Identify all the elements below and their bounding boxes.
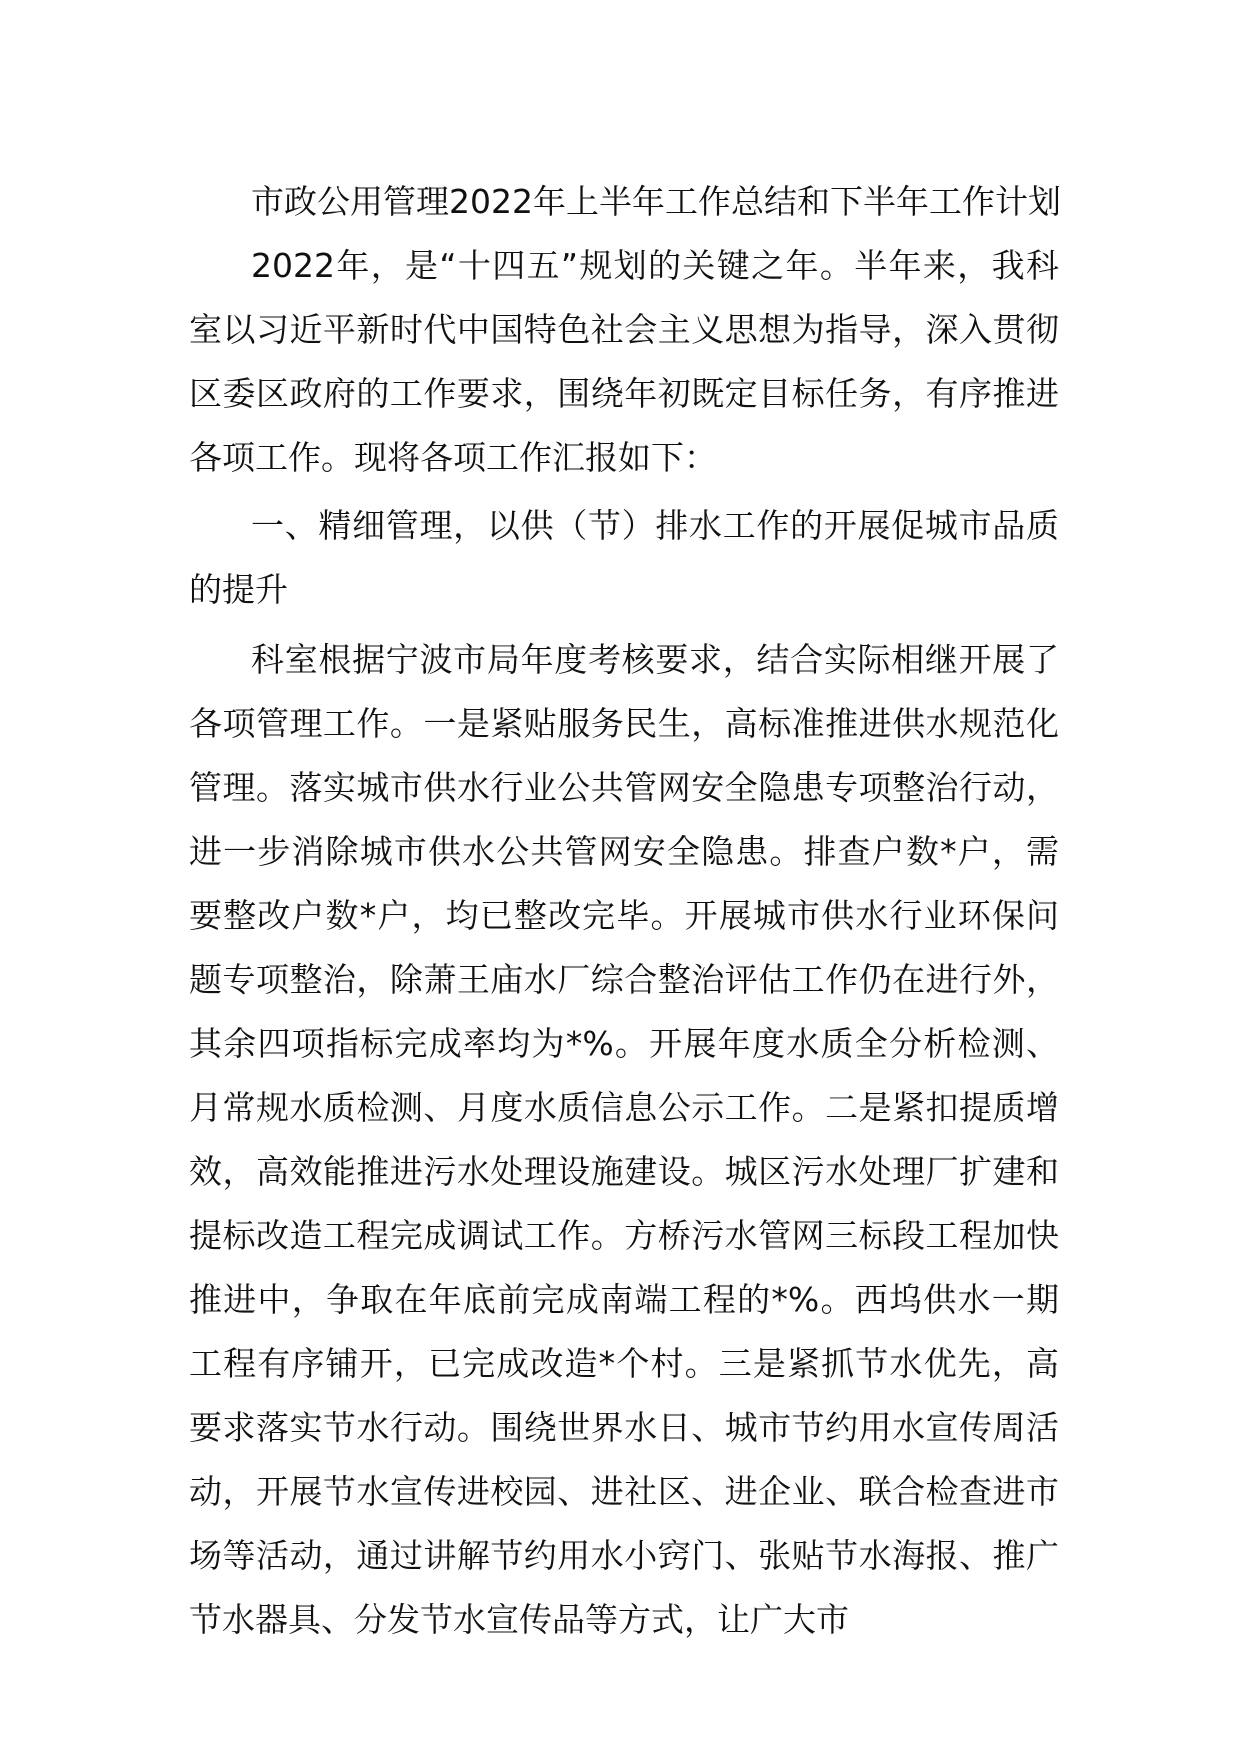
document-title: 市政公用管理2022年上半年工作总结和下半年工作计划: [251, 182, 1061, 221]
document-body: [189, 170, 1059, 1652]
section-body-paragraph: 科室根据宁波市局年度考核要求，结合实际相继开展了各项管理工作。一是紧贴服务民生，高标准推进供水规范化管理。落实城市供水行业公共管网安全隐患专项整治行动，进一步消除城市供水公共管网安全隐患。排查户数*户，需要整改户数*户，均已整改完毕。开展城市供水行业环保问题专项整治，除萧王庙水厂综合整治评估工作仍在进行外，其余四项指标完成率均为*%。开展年度水质全分析检测、月常规水质检测、月度水质信息公示工作。二是紧扣提质增效，高效能推进污水处理设施建设。城区污水处理厂扩建和提标改造工程完成调试工作。方桥污水管网三标段工程加快推进中，争取在年底前完成南端工程的*%。西坞供水一期工程有序铺开，已完成改造*个村。三是紧抓节水优先，高要求落实节水行动。围绕世界水日、城市节约用水宣传周活动，开展节水宣传进校园、进社区、进企业、联合检查进市场等活动，通过讲解节约用水小窍门、张贴节水海报、推广节水器具、分发节水宣传品等方式，让广大市: [189, 640, 1059, 1639]
section-heading: 一、精细管理，以供（节）排水工作的开展促城市品质的提升: [189, 506, 1059, 609]
intro-paragraph: 2022年，是“十四五”规划的关键之年。半年来，我科室以习近平新时代中国特色社会主义思想为指导，深入贯彻区委区政府的工作要求，围绕年初既定目标任务，有序推进各项工作。现将各项工作汇报如下：: [189, 246, 1059, 477]
